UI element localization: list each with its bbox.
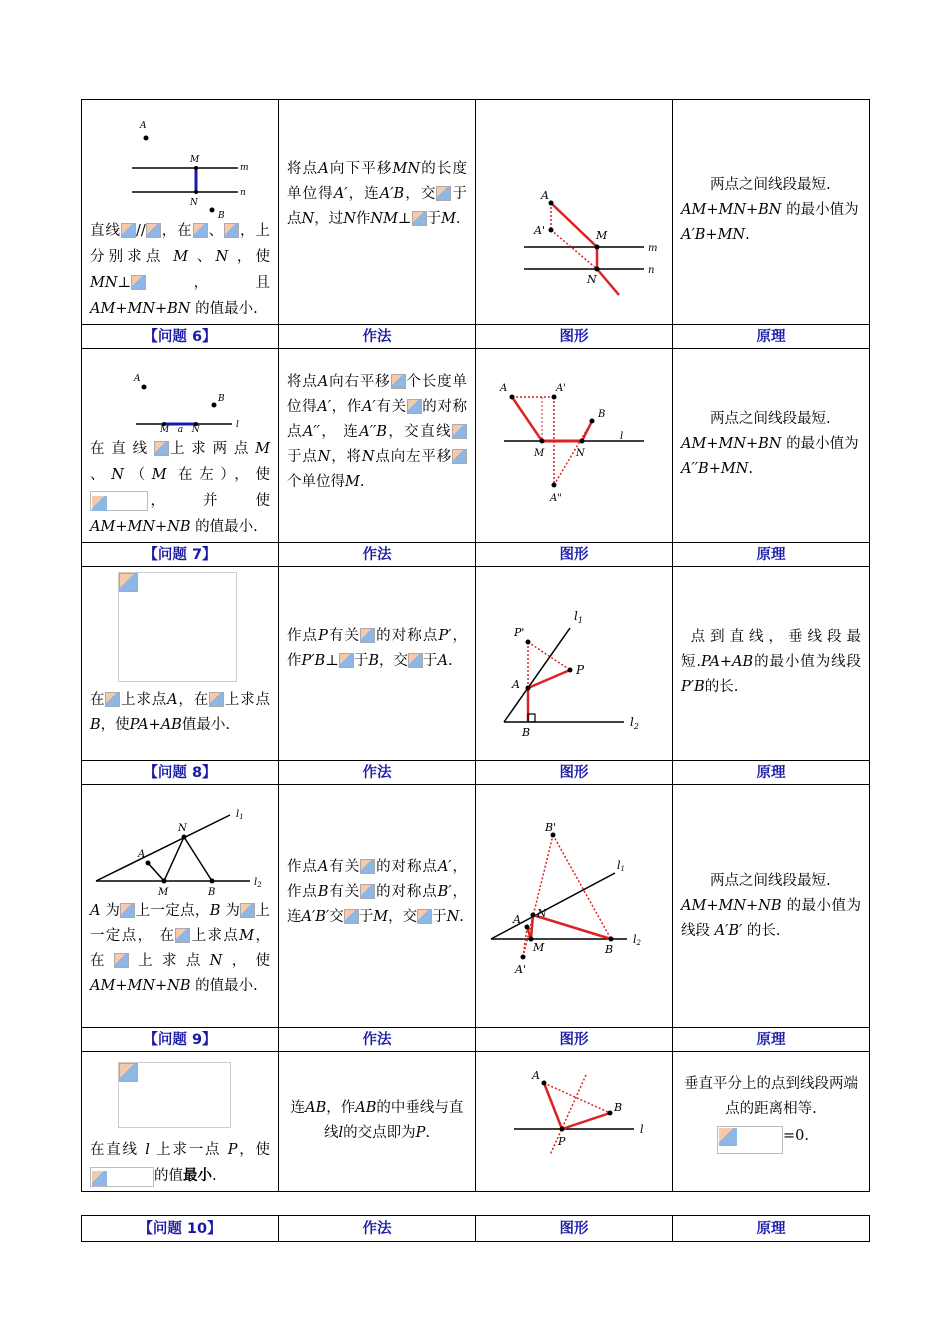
- header-row-problem-10: [82, 1216, 870, 1242]
- problem-6-title: 【问题 6】: [82, 325, 279, 349]
- problem-6-method: 将点A向右平移 个长度单位得A′，作A′有关 的对称点A′′， 连A′′B，交直线于点N，将N点向左平移个单位得M.: [279, 349, 476, 543]
- svg-text:P': P': [514, 625, 525, 639]
- image-placeholder-figure: [118, 572, 237, 682]
- problem-10-table: [81, 1215, 870, 1242]
- svg-text:P: P: [558, 1134, 566, 1148]
- image-placeholder-icon: [120, 903, 135, 918]
- problem-9-solution-figure: [494, 1067, 654, 1177]
- image-placeholder-icon: [391, 374, 406, 389]
- image-placeholder-icon: [360, 884, 375, 899]
- problem-7-method: 作点P有关 的对称点P′，作P′B⊥ 于B，交 于A.: [279, 567, 476, 761]
- row-problem-5: [82, 100, 870, 325]
- problem-9-title: 【问题 9】: [82, 1028, 279, 1052]
- image-placeholder-icon: [131, 275, 146, 290]
- image-placeholder-formula: [90, 1167, 154, 1187]
- figure-header: 图形: [476, 1028, 673, 1052]
- problem-8-principle: 两点之间线段最短. AM+MN+NB 的最小值为线段 A′B′ 的长.: [673, 785, 870, 1028]
- svg-text:l1: l1: [616, 859, 625, 873]
- image-placeholder-icon: [146, 223, 161, 238]
- image-placeholder-icon: [105, 692, 120, 707]
- method-header: 作法: [279, 761, 476, 785]
- image-placeholder-icon: [436, 186, 451, 201]
- svg-text:A: A: [512, 913, 521, 926]
- principle-header: 原理: [673, 1028, 870, 1052]
- svg-text:m: m: [648, 243, 658, 254]
- svg-text:l: l: [620, 430, 624, 442]
- image-placeholder-icon: [154, 441, 169, 456]
- image-placeholder-formula: [717, 1126, 783, 1154]
- problem-6-given-figure: [120, 361, 240, 431]
- svg-text:l2: l2: [632, 933, 641, 947]
- svg-text:A: A: [138, 849, 146, 860]
- svg-text:A': A': [556, 382, 566, 394]
- row-problem-7: [82, 567, 870, 761]
- svg-text:n: n: [240, 188, 246, 198]
- image-placeholder-icon: [452, 424, 467, 439]
- problem-8-given-figure: [90, 791, 270, 899]
- svg-text:l: l: [236, 420, 239, 430]
- principle-header: 原理: [673, 325, 870, 349]
- svg-text:N: N: [576, 447, 585, 459]
- image-placeholder-icon: [121, 223, 136, 238]
- svg-text:M: M: [534, 447, 545, 459]
- header-row-problem-8: [82, 761, 870, 785]
- svg-text:A: A: [500, 382, 508, 394]
- svg-text:m: m: [240, 163, 249, 173]
- image-placeholder-icon: [224, 223, 239, 238]
- svg-text:A: A: [541, 189, 549, 202]
- svg-text:B: B: [208, 887, 216, 898]
- image-placeholder-icon: [344, 909, 359, 924]
- svg-text:A: A: [140, 121, 147, 131]
- svg-text:l2: $l_2$: [630, 714, 639, 731]
- svg-text:B': B': [544, 821, 556, 834]
- problem-9-principle: 垂直平分上的点到线段两端点的距离相等. =0.: [673, 1052, 870, 1192]
- row-problem-9: [82, 1052, 870, 1192]
- image-placeholder-icon: [408, 653, 423, 668]
- problem-5-solution-figure: [494, 147, 658, 286]
- method-header: 作法: [279, 325, 476, 349]
- svg-text:B: B: [218, 394, 225, 404]
- image-placeholder-icon: [240, 903, 255, 918]
- problem-8-solution-figure: [487, 821, 662, 991]
- problem-5-given-figure: [120, 118, 270, 221]
- main-table: [81, 99, 870, 1192]
- problem-6-principle: 两点之间线段最短. AM+MN+BN 的最小值为 A′′B+MN.: [673, 349, 870, 543]
- image-placeholder-icon: [412, 211, 427, 226]
- method-header: 作法: [279, 1216, 476, 1242]
- image-placeholder-icon: [360, 628, 375, 643]
- problem-7-title: 【问题 7】: [82, 543, 279, 567]
- row-problem-8: [82, 785, 870, 1028]
- header-row-problem-7: [82, 543, 870, 567]
- problem-8-figure-cell: [476, 785, 673, 1028]
- figure-header: 图形: [476, 1216, 673, 1242]
- header-row-problem-6: [82, 325, 870, 349]
- svg-text:A": A": [550, 492, 562, 504]
- image-placeholder-icon: [417, 909, 432, 924]
- problem-5-principle: 两点之间线段最短. AM+MN+BN 的最小值为 A′B+MN.: [673, 100, 870, 325]
- svg-text:B: B: [614, 1100, 623, 1114]
- method-header: 作法: [279, 543, 476, 567]
- image-placeholder-icon: [114, 953, 129, 968]
- row-problem-6: [82, 349, 870, 543]
- svg-text:l1: $l_1$: [236, 809, 244, 821]
- svg-text:A: A: [512, 677, 520, 691]
- principle-header: 原理: [673, 761, 870, 785]
- problem-7-solution-figure: [494, 594, 654, 739]
- problem-6-figure-cell: [476, 349, 673, 543]
- image-placeholder-icon: [339, 653, 354, 668]
- svg-text:N: N: [190, 198, 198, 208]
- problem-10-title: 【问题 10】: [82, 1216, 279, 1242]
- problem-8-title: 【问题 8】: [82, 761, 279, 785]
- svg-text:A': A': [534, 224, 545, 237]
- svg-text:l1: $l_1$: [574, 608, 583, 625]
- image-placeholder-icon: [407, 399, 422, 414]
- svg-text:N: N: [536, 907, 547, 920]
- problem-7-figure-cell: [476, 567, 673, 761]
- svg-text:B: B: [218, 211, 225, 221]
- svg-text:B: B: [604, 943, 613, 956]
- principle-header: 原理: [673, 1216, 870, 1242]
- problem-5-figure-cell: [476, 100, 673, 325]
- problem-5-description: A M N m n B 直线 // ，在 、 ，上分别求点 M 、N ，使 MN⊥ ，且 AM+MN+BN 的值最小.: [82, 100, 279, 325]
- svg-text:P: P: [576, 662, 585, 677]
- header-row-problem-9: [82, 1028, 870, 1052]
- figure-header: 图形: [476, 325, 673, 349]
- image-placeholder-formula: [90, 491, 148, 511]
- figure-header: 图形: [476, 761, 673, 785]
- svg-text:M: M: [596, 229, 608, 242]
- problem-5-method: 将点A向下平移MN的长度单位得A′，连A′B，交 于点N，过N作NM⊥ 于M.: [279, 100, 476, 325]
- problem-9-description: 在直线 l 上求一点 P，使的值最小.: [82, 1052, 279, 1192]
- image-placeholder-icon: [360, 859, 375, 874]
- problem-6-solution-figure: [494, 381, 654, 511]
- image-placeholder-icon: [209, 692, 224, 707]
- svg-text:B: B: [522, 725, 531, 739]
- svg-text:M: M: [158, 887, 169, 898]
- svg-text:n: n: [648, 265, 655, 276]
- problem-7-description: 在 上求点A，在 上求点B，使PA+AB值最小.: [82, 567, 279, 761]
- problem-9-method: 连AB，作AB的中垂线与直线l的交点即为P.: [279, 1052, 476, 1192]
- svg-text:A: A: [134, 374, 141, 384]
- image-placeholder-icon: [452, 449, 467, 464]
- problem-8-method: 作点A有关 的对称点A′，作点B有关 的对称点B′，连A′B′交 于M，交 于N.: [279, 785, 476, 1028]
- svg-text:N: N: [587, 273, 597, 286]
- problem-9-figure-cell: [476, 1052, 673, 1192]
- svg-text:l: l: [640, 1122, 644, 1136]
- svg-text:B: B: [598, 408, 606, 420]
- image-placeholder-icon: [175, 928, 190, 943]
- principle-header: 原理: [673, 543, 870, 567]
- problem-7-principle: 点到直线，垂线段最短.PA+AB的最小值为线段P′B的长.: [673, 567, 870, 761]
- svg-text:l2: $l_2$: [254, 877, 262, 889]
- image-placeholder-icon: [193, 223, 208, 238]
- method-header: 作法: [279, 1028, 476, 1052]
- svg-text:M: M: [532, 941, 544, 954]
- image-placeholder-figure: [118, 1062, 231, 1128]
- problem-6-description: A B l M a N 在 直 线 上 求 两 点 M 、N（M 在左），使 ， 并 使 AM+MN+NB 的值最小.: [82, 349, 279, 543]
- svg-text:A': A': [514, 963, 526, 976]
- svg-text:A: A: [532, 1068, 540, 1082]
- svg-text:N: N: [178, 823, 187, 834]
- svg-text:M: M: [190, 155, 200, 165]
- problem-8-description: $l_1$ $l_2$ A N M B A 为 上一定点，B 为 上一定点， 在 上求点M， 在 上求点N，使AM+MN+NB 的值最小.: [82, 785, 279, 1028]
- figure-header: 图形: [476, 543, 673, 567]
